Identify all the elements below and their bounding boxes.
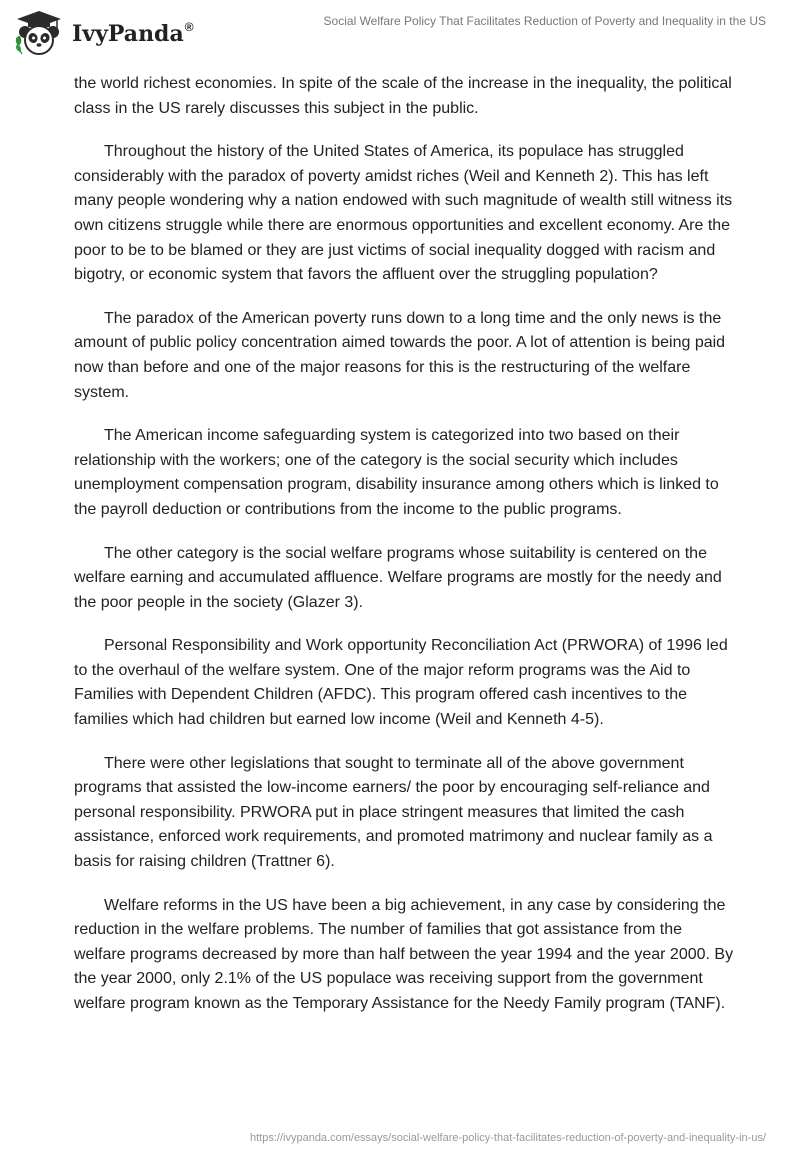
panda-graduate-icon <box>14 10 64 56</box>
document-title: Social Welfare Policy That Facilitates Reduction of Poverty and Inequality in the US <box>323 14 766 28</box>
logo-wordmark <box>72 20 194 47</box>
essay-body <box>74 72 734 1036</box>
paragraph-2: Throughout the history of the United States of America, its populace has struggled considerably with the paradox of poverty amidst riches (Weil and Kenneth 2). This has left many people wondering why a nation endowed with such magnitude of wealth still witness its own citizens struggle while there are enormous opportunities and excellent economy. Are the poor to be to be blamed or they are just victims of social inequality dogged with racism and bigotry, or economic system that favors the affluent over the struggling population? <box>74 143 733 284</box>
paragraph-1: the world richest economies. In spite of the scale of the increase in the inequality, the political class in the US rarely discusses this subject in the public. <box>74 75 732 117</box>
source-url[interactable]: https://ivypanda.com/essays/social-welfare-policy-that-facilitates-reduction-of-poverty-and-inequality-in-us/ <box>250 1132 766 1144</box>
paragraph-6: Personal Responsibility and Work opportunity Reconciliation Act (PRWORA) of 1996 led to the overhaul of the welfare system. One of the major reform programs was the Aid to Families with Dependent Children (AFDC). This program offered cash incentives to the families which had children but earned low income (Weil and Kenneth 4-5). <box>74 637 728 729</box>
page-header <box>0 0 800 70</box>
paragraph-4: The American income safeguarding system is categorized into two based on their relationship with the workers; one of the category is the social security which includes unemployment compensation program, disability insurance among others which is linked to the payroll deduction or contributions from the income to the public programs. <box>74 427 719 518</box>
paragraph-8: Welfare reforms in the US have been a big achievement, in any case by considering the reduction in the welfare problems. The number of families that got assistance from the welfare programs decreased by more than half between the year 1994 and the year 2000. By the year 2000, only 2.1% of the US populace was receiving support from the government welfare program known as the Temporary Assistance for the Needy Family program (TANF). <box>74 896 734 1012</box>
paragraph-7: There were other legislations that sought to terminate all of the above government programs that assisted the low-income earners/ the poor by encouraging self-reliance and personal responsibility. PRWORA put in place stringent measures that limited the cash assistance, enforced work requirements, and promoted matrimony and nuclear family as a basis for raising children (Trattner 6). <box>74 754 713 871</box>
logo-text: IvyPanda <box>72 20 184 47</box>
ivypanda-logo[interactable] <box>14 10 194 56</box>
paragraph-5: The other category is the social welfare programs whose suitability is centered on the welfare earning and accumulated affluence. Welfare programs are mostly for the needy and the poor people in the society (Glazer 3). <box>74 544 722 611</box>
registered-mark: ® <box>184 19 194 34</box>
paragraph-3: The paradox of the American poverty runs down to a long time and the only news is the amount of public policy concentration aimed towards the poor. A lot of attention is being paid now than before and one of the major reasons for this is the restructuring of the welfare system. <box>74 309 726 401</box>
